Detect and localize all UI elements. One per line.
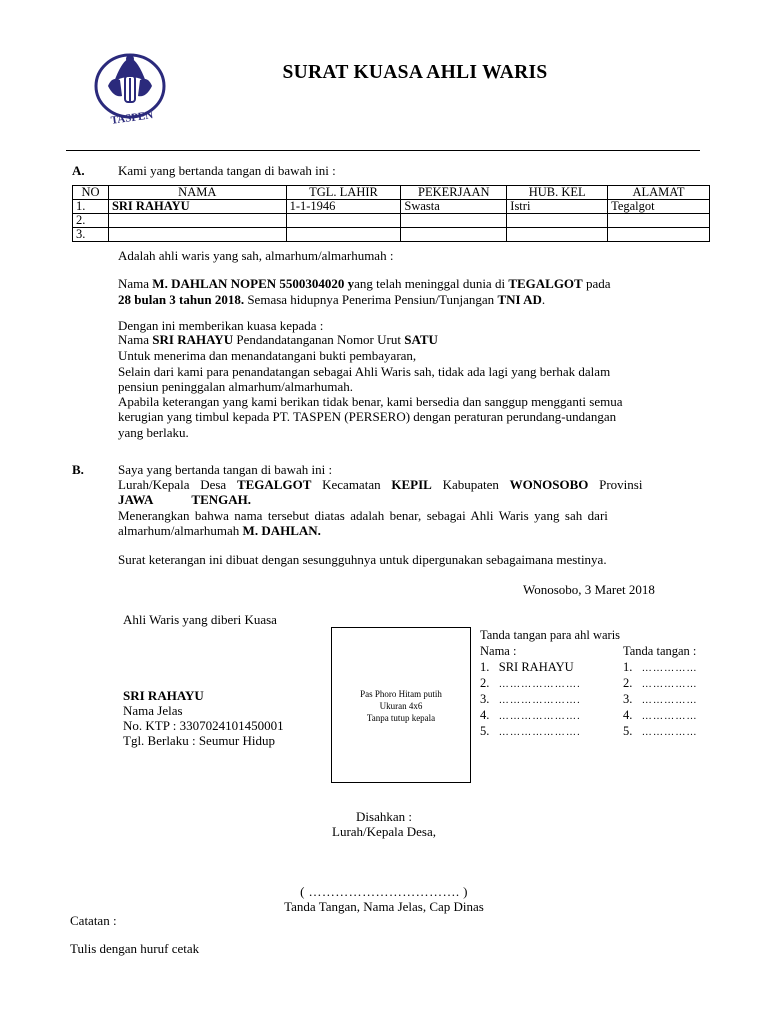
text: Lurah/Kepala Desa <box>118 477 237 492</box>
cell-hub-kel <box>507 228 608 242</box>
row-no: 5. <box>480 724 490 738</box>
cell-nama: SRI RAHAYU <box>108 200 286 214</box>
col-header: NAMA <box>108 186 286 200</box>
row-no: 4. <box>623 708 633 722</box>
name-label: Nama Jelas <box>123 703 183 718</box>
cell-pekerjaan <box>401 214 507 228</box>
kuasa-line: pensiun peninggalan almarhum/almarhumah. <box>118 379 354 394</box>
list-item <box>480 675 730 691</box>
signature-line: …………… <box>641 727 698 738</box>
text: Kabupaten <box>431 477 510 492</box>
section-a-intro: Kami yang bertanda tangan di bawah ini : <box>118 163 336 178</box>
taspen-logo <box>92 46 168 136</box>
heirs-statement: Adalah ahli waris yang sah, almarhum/almarhumah : <box>118 248 394 263</box>
notes-label: Catatan : <box>70 913 117 928</box>
row-no: 1. <box>480 660 490 674</box>
approval-caption: Tanda Tangan, Nama Jelas, Cap Dinas <box>284 899 484 914</box>
heir-signature-list <box>480 627 730 739</box>
cell-pekerjaan: Swasta <box>401 200 507 214</box>
list-item <box>480 723 730 739</box>
list-item <box>480 659 730 675</box>
death-place: TEGALGOT <box>508 276 583 291</box>
deceased-name: M. DAHLAN. <box>242 523 321 538</box>
row-no: 3. <box>623 692 633 706</box>
col-header: PEKERJAAN <box>401 186 507 200</box>
text: . <box>541 292 546 307</box>
text: Pendandatanganan Nomor Urut <box>233 332 405 347</box>
table-header-row <box>73 186 710 200</box>
kuasa-line: kerugian yang timbul kepada PT. TASPEN (PERSERO) dengan peraturan perundang-undangan <box>118 409 617 424</box>
cell-alamat <box>608 214 710 228</box>
kuasa-line: Apabila keterangan yang kami berikan tidak benar, kami bersedia dan sanggup mengganti semua <box>118 394 623 409</box>
col-header: HUB. KEL <box>507 186 608 200</box>
row-no: 3. <box>480 692 490 706</box>
col-header: ALAMAT <box>608 186 710 200</box>
section-a-label: A. <box>72 163 85 178</box>
cell-tgl-lahir: 1-1-1946 <box>286 200 401 214</box>
cell-tgl-lahir <box>286 228 401 242</box>
table-row <box>73 200 710 214</box>
kabupaten-name: WONOSOBO <box>509 477 589 492</box>
col-header: TGL. LAHIR <box>286 186 401 200</box>
province-line <box>118 492 251 508</box>
table-row <box>73 214 710 228</box>
section-b-line <box>118 523 321 539</box>
list-item <box>480 691 730 707</box>
sig-heading-text: Tanda tangan para ahl waris <box>480 628 621 642</box>
proxy-name: SRI RAHAYU <box>152 332 234 347</box>
approval-signature-line: ( ……………………………. ) <box>300 884 468 899</box>
kecamatan-name: KEPIL <box>391 477 432 492</box>
heirs-table <box>72 185 710 242</box>
sig-heading <box>480 627 730 643</box>
approval-authority: Lurah/Kepala Desa, <box>332 824 436 839</box>
cell-alamat <box>608 228 710 242</box>
cell-no: 1. <box>73 200 109 214</box>
ktp-validity: Tgl. Berlaku : Seumur Hidup <box>123 733 276 748</box>
section-b-line <box>118 477 698 493</box>
logo-text: TASPEN <box>110 109 154 127</box>
proxy-order: SATU <box>404 332 438 347</box>
sig-col-headers <box>480 643 730 659</box>
cell-tgl-lahir <box>286 214 401 228</box>
cell-nama <box>108 214 286 228</box>
text: Provinsi <box>588 477 643 492</box>
cell-hub-kel <box>507 214 608 228</box>
signature-line: …………… <box>641 679 698 690</box>
heir-name: …………………. <box>498 711 581 722</box>
text: ang telah meninggal dunia di <box>354 276 509 291</box>
kuasa-line: Selain dari kami para penandatangan sebagai Ahli Waris sah, tidak ada lagi yang berhak dalam <box>118 364 611 379</box>
deceased-line-2 <box>118 292 545 308</box>
list-item <box>480 707 730 723</box>
approval-label: Disahkan : <box>356 809 412 824</box>
heir-name: …………………. <box>498 727 581 738</box>
desa-name: TEGALGOT <box>236 477 312 492</box>
cell-pekerjaan <box>401 228 507 242</box>
col-header: NO <box>73 186 109 200</box>
signature-line: …………… <box>641 711 698 722</box>
kuasa-line <box>118 332 438 348</box>
row-no: 2. <box>623 676 633 690</box>
text: Kecamatan <box>311 477 392 492</box>
kuasa-line: Untuk menerima dan menandatangani bukti pembayaran, <box>118 348 417 363</box>
text: Nama <box>118 332 153 347</box>
cell-hub-kel: Istri <box>507 200 608 214</box>
text: almarhum/almarhumah <box>118 523 243 538</box>
province-name: TENGAH. <box>191 492 251 507</box>
header-divider <box>66 150 700 151</box>
text: pada <box>582 276 611 291</box>
signature-line: …………… <box>641 695 698 706</box>
row-no: 2. <box>480 676 490 690</box>
page-title: SURAT KUASA AHLI WARIS <box>282 62 548 83</box>
notes-text: Tulis dengan huruf cetak <box>70 941 200 956</box>
heir-name: SRI RAHAYU <box>498 660 574 674</box>
signature-line: …………… <box>641 663 698 674</box>
death-date: 28 bulan 3 tahun 2018. <box>118 292 245 307</box>
province-name: JAWA <box>118 492 154 507</box>
cell-no: 3. <box>73 228 109 242</box>
heir-name: …………………. <box>498 679 581 690</box>
section-b-line: Menerangkan bahwa nama tersebut diatas adalah benar, sebagai Ahli Waris yang sah dari <box>118 508 608 523</box>
row-no: 1. <box>623 660 633 674</box>
kuasa-line: yang berlaku. <box>118 425 189 440</box>
text: Nama <box>118 276 153 291</box>
row-no: 4. <box>480 708 490 722</box>
closing-statement: Surat keterangan ini dibuat dengan sesungguhnya untuk dipergunakan sebagaimana mestinya. <box>118 552 607 567</box>
cell-no: 2. <box>73 214 109 228</box>
row-no: 5. <box>623 724 633 738</box>
col-name-header: Nama : <box>480 644 517 658</box>
cell-alamat: Tegalgot <box>608 200 710 214</box>
text: Semasa hidupnya Penerima Pensiun/Tunjangan <box>244 292 498 307</box>
photo-note: Tanpa tutup kepala <box>366 713 436 723</box>
section-b-label: B. <box>72 462 84 477</box>
section-b-intro: Saya yang bertanda tangan di bawah ini : <box>118 462 333 477</box>
pension-unit: TNI AD <box>497 292 542 307</box>
heir-name: …………………. <box>498 695 581 706</box>
proxy-name: SRI RAHAYU <box>123 688 204 703</box>
ktp-number: No. KTP : 3307024101450001 <box>123 718 284 733</box>
photo-note: Pas Phoro Hitam putih <box>360 689 442 699</box>
photo-note: Ukuran 4x6 <box>379 701 423 711</box>
deceased-name: M. DAHLAN NOPEN 5500304020 y <box>152 276 355 291</box>
cell-nama <box>108 228 286 242</box>
table-row <box>73 228 710 242</box>
deceased-line-1 <box>118 276 611 292</box>
place-date: Wonosobo, 3 Maret 2018 <box>523 582 655 597</box>
col-sign-header: Tanda tangan : <box>623 644 697 658</box>
photo-placeholder <box>331 627 471 783</box>
left-sign-heading: Ahli Waris yang diberi Kuasa <box>123 612 277 627</box>
kuasa-line: Dengan ini memberikan kuasa kepada : <box>118 318 324 333</box>
